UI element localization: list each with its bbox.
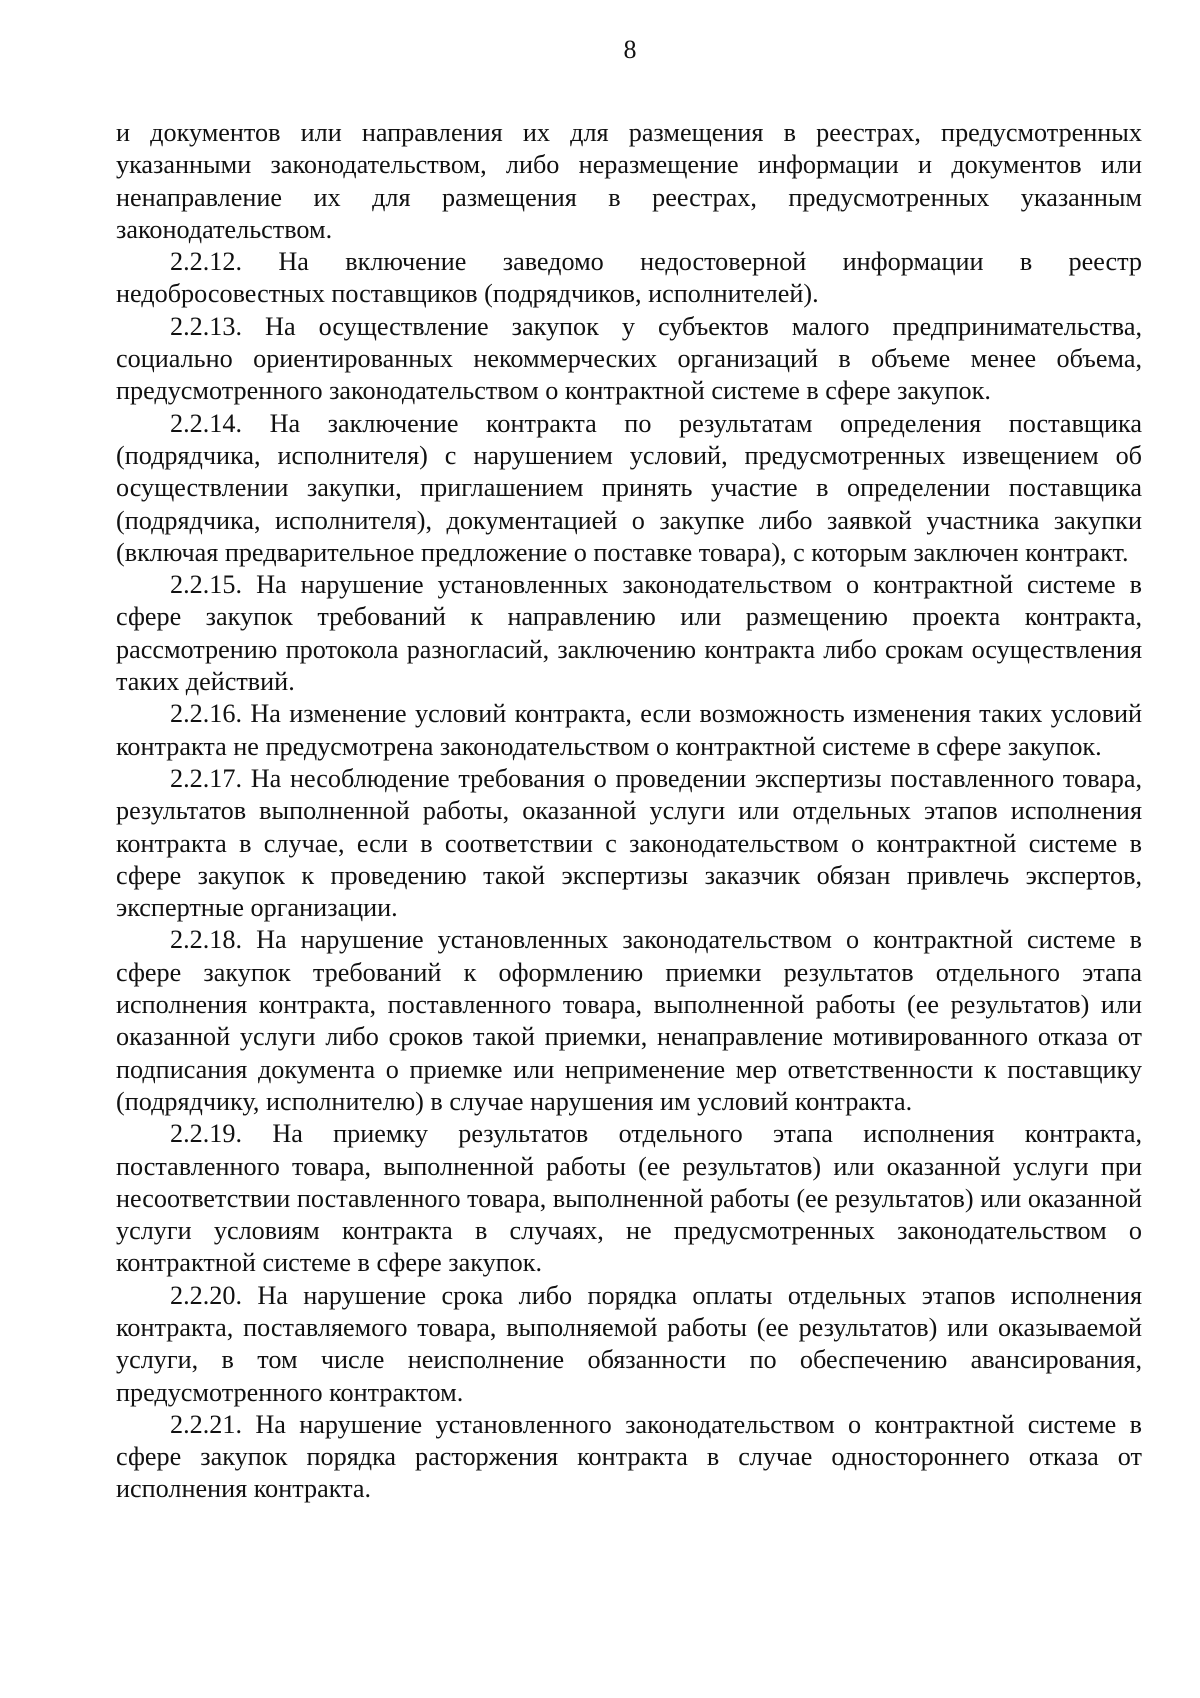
paragraph-2-2-13 (116, 311, 1142, 408)
paragraph-text: На нарушение установленных законодательством о контрактной системе в сфере закупок требований к оформлению приемки результатов отдельного этапа исполнения контракта, поставленного товара, выполненной работы (ее результатов) или оказанной услуги либо сроков такой приемки, ненаправление мотивированного отказа от подписания документа о приемке или неприменение мер ответственности к поставщику (подрядчику, исполнителю) в случае нарушения им условий контракта. (116, 925, 1142, 1116)
paragraph-text: На нарушение установленных законодательством о контрактной системе в сфере закупок требований к направлению или размещению проекта контракта, рассмотрению протокола разногласий, заключению контракта либо срокам осуществления таких действий. (116, 570, 1142, 697)
paragraph-2-2-20 (116, 1280, 1142, 1409)
paragraph-number: 2.2.15. (170, 570, 243, 600)
paragraph-number: 2.2.12. (170, 247, 243, 277)
paragraph-2-2-19 (116, 1118, 1142, 1279)
paragraph-text: На заключение контракта по результатам определения поставщика (подрядчика, исполнителя) с нарушением условий, предусмотренных извещением об осуществлении закупки, приглашением принять участие в определении поставщика (подрядчика, исполнителя), документацией о закупке либо заявкой участника закупки (включая предварительное предложение о поставке товара), с которым заключен контракт. (116, 408, 1142, 567)
paragraph-number: 2.2.18. (170, 925, 243, 955)
page-number: 8 (623, 35, 637, 64)
paragraph-number: 2.2.17. (170, 763, 243, 793)
paragraph-2-2-14 (116, 408, 1142, 569)
paragraph-number: 2.2.19. (170, 1119, 243, 1149)
document-body (116, 117, 1142, 1506)
paragraph-text: На изменение условий контракта, если возможность изменения таких условий контракта не предусмотрена законодательством о контрактной системе в сфере закупок. (116, 699, 1142, 761)
paragraph-text: На осуществление закупок у субъектов малого предпринимательства, социально ориентированных некоммерческих организаций в объеме менее объема, предусмотренного законодательством о контрактной системе в сфере закупок. (116, 311, 1142, 406)
paragraph-number: 2.2.14. (170, 408, 243, 438)
paragraph-2-2-18 (116, 924, 1142, 1118)
paragraph-number: 2.2.21. (170, 1409, 243, 1439)
paragraph-2-2-12 (116, 246, 1142, 311)
paragraph-text: На приемку результатов отдельного этапа исполнения контракта, поставленного товара, выполненной работы (ее результатов) или оказанной услуги при несоответствии поставленного товара, выполненной работы (ее результатов) или оказанной услуги условиям контракта в случаях, не предусмотренных законодательством о контрактной системе в сфере закупок. (116, 1119, 1143, 1278)
paragraph-number: 2.2.16. (170, 699, 243, 729)
paragraph-text: На нарушение установленного законодательством о контрактной системе в сфере закупок порядка расторжения контракта в случае одностороннего отказа от исполнения контракта. (116, 1409, 1143, 1504)
paragraph-text: На нарушение срока либо порядка оплаты отдельных этапов исполнения контракта, поставляемого товара, выполняемой работы (ее результатов) или оказываемой услуги, в том числе неисполнение обязанности по обеспечению авансирования, предусмотренного контрактом. (116, 1280, 1143, 1407)
paragraph-text: На несоблюдение требования о проведении экспертизы поставленного товара, результатов выполненной работы, оказанной услуги или отдельных этапов исполнения контракта в случае, если в соответствии с законодательством о контрактной системе в сфере закупок к проведению такой экспертизы заказчик обязан привлечь экспертов, экспертные организации. (116, 763, 1142, 923)
paragraph-2-2-15 (116, 569, 1142, 698)
paragraph-number: 2.2.20. (170, 1280, 243, 1310)
paragraph-text: На включение заведомо недостоверной информации в реестр недобросовестных поставщиков (подрядчиков, исполнителей). (116, 247, 1143, 309)
paragraph-text: и документов или направления их для размещения в реестрах, предусмотренных указанными законодательством, либо неразмещение информации и документов или ненаправление их для размещения в реестрах, предусмотренных указанным законодательством. (116, 118, 1142, 244)
paragraph-number: 2.2.13. (170, 311, 243, 341)
paragraph-2-2-17 (116, 763, 1142, 924)
paragraph-continuation (116, 117, 1142, 246)
paragraph-2-2-16 (116, 698, 1142, 763)
paragraph-2-2-21 (116, 1409, 1142, 1506)
